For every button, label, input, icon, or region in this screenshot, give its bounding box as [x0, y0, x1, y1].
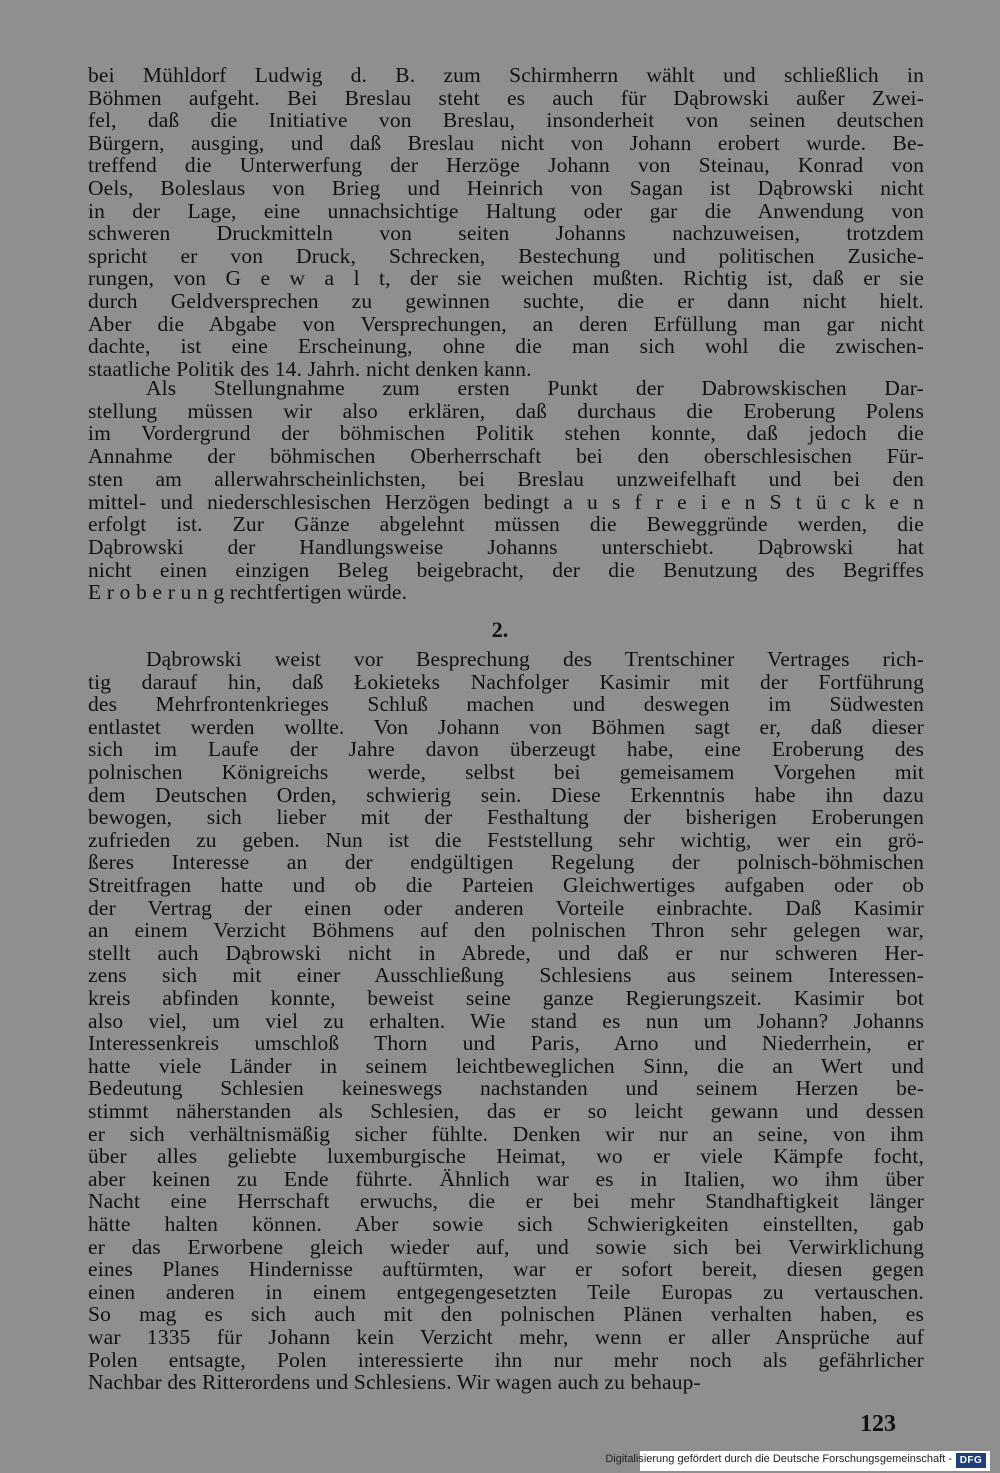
text-line: durch Geldversprechen zu gewinnen suchte, die er dann nicht hielt.: [88, 289, 924, 313]
page-number: 123: [860, 1411, 896, 1437]
text-line: war 1335 für Johann kein Verzicht mehr, wenn er aller Ansprüche auf: [88, 1325, 924, 1349]
text-line: ßeres Interesse an der endgültigen Regelung der polnisch-böhmischen: [88, 850, 924, 875]
text-line: hatte viele Länder in seinem leichtbeweglichen Sinn, die an Wert und: [88, 1053, 924, 1078]
text-line: Interessenkreis umschloß Thorn und Paris, Arno und Niederrhein, er: [88, 1031, 924, 1056]
text-line: aber keinen zu Ende führte. Ähnlich war es in Italien, wo ihm über: [88, 1166, 924, 1191]
text-line: nicht einen einzigen Beleg beigebracht, der die Benutzung des Begriffes: [88, 557, 924, 582]
text-line: Als Stellungnahme zum ersten Punkt der Dabrowskischen Dar-: [146, 376, 924, 400]
text-line: Annahme der böhmischen Oberherrschaft bei den oberschlesischen Für-: [88, 444, 924, 469]
text-line: polnischen Königreichs werde, selbst bei gemeisamem Vorgehen mit: [88, 760, 924, 784]
text-line: er das Erworbene gleich wieder auf, und sowie sich bei Verwirklichung: [88, 1234, 924, 1259]
text-line: dachte, ist eine Erscheinung, ohne die man sich wohl die zwischen-: [88, 334, 924, 359]
text-line: also viel, um viel zu erhalten. Wie stand es nun um Johann? Johanns: [88, 1008, 924, 1033]
text-line: Polen entsagte, Polen interessierte ihn nur mehr noch als gefährlicher: [88, 1347, 924, 1372]
text-line: rungen, von G e w a l t, der sie weichen mußten. Richtig ist, daß er sie: [88, 266, 924, 291]
text-line: eines Planes Hindernisse auftürmten, war er sofort bereit, diesen gegen: [88, 1257, 924, 1282]
text-line: an einem Verzicht Böhmens auf den polnischen Thron sehr gelegen war,: [88, 918, 924, 943]
digitization-footer: [605, 1451, 990, 1471]
text-line: stellung müssen wir also erklären, daß durchaus die Eroberung Polens: [88, 398, 924, 423]
text-line: treffend die Unterwerfung der Herzöge Johann von Steinau, Konrad von: [88, 153, 924, 178]
text-line: stimmt näherstanden als Schlesien, das er so leicht gewann und dessen: [88, 1099, 924, 1123]
text-line: Dąbrowski weist vor Besprechung des Trentschiner Vertrages rich-: [146, 647, 924, 671]
text-line: mittel- und niederschlesischen Herzögen bedingt a u s f r e i e n S t ü c k e n: [88, 489, 924, 514]
text-line: Nachbar des Ritterordens und Schlesiens. Wir wagen auch zu behaup-: [88, 1370, 701, 1395]
text-line: einen anderen in einem entgegengesetzten Teile Europas zu vertauschen.: [88, 1279, 924, 1304]
text-line: hätte halten können. Aber sowie sich Schwierigkeiten einstellten, gab: [88, 1212, 924, 1236]
text-line: in der Lage, eine unnachsichtige Haltung oder gar die Anwendung von: [88, 198, 924, 223]
text-line: bei Mühldorf Ludwig d. B. zum Schirmherrn wählt und schließlich in: [88, 63, 924, 87]
text-line: staatliche Politik des 14. Jahrh. nicht denken kann.: [88, 356, 532, 381]
text-line: Nacht eine Herrschaft erwuchs, die er bei mehr Standhaftigkeit länger: [88, 1189, 924, 1214]
text-line: spricht er von Druck, Schrecken, Bestechung und politischen Zusiche-: [88, 243, 924, 268]
text-line: der Vertrag der einen oder anderen Vorteile einbrachte. Daß Kasimir: [88, 895, 924, 920]
text-line: So mag es sich auch mit den polnischen Plänen verhalten haben, es: [88, 1302, 924, 1327]
text-line: tig darauf hin, daß Łokieteks Nachfolger Kasimir mit der Fortführung: [88, 669, 924, 694]
text-line: dem Deutschen Orden, schwierig sein. Diese Erkenntnis habe ihn dazu: [88, 782, 924, 807]
text-line: bewogen, sich lieber mit der Festhaltung der bisherigen Eroberungen: [88, 805, 924, 830]
section-number: 2.: [491, 617, 509, 642]
text-line: stellt auch Dąbrowski nicht in Abrede, und daß er nur schweren Her-: [88, 940, 924, 965]
text-line: fel, daß die Initiative von Breslau, insonderheit von seinen deutschen: [88, 108, 924, 133]
text-line: er sich verhältnismäßig sicher fühlte. Denken wir nur an seine, von ihm: [88, 1121, 924, 1146]
text-line: im Vordergrund der böhmischen Politik stehen konnte, daß jedoch die: [88, 421, 924, 446]
text-line: Bürgern, ausging, und daß Breslau nicht von Johann erobert wurde. Be-: [88, 130, 924, 155]
text-line: sich im Laufe der Jahre davon überzeugt habe, eine Eroberung des: [88, 737, 924, 762]
text-line: kreis abfinden konnte, beweist seine ganze Regierungszeit. Kasimir bot: [88, 986, 924, 1010]
text-line: E r o b e r u n g rechtfertigen würde.: [88, 580, 408, 605]
text-line: Aber die Abgabe von Versprechungen, an deren Erfüllung man gar nicht: [88, 311, 924, 336]
text-line: erfolgt ist. Zur Gänze abgelehnt müssen die Beweggründe werden, die: [88, 512, 924, 537]
dfg-logo-icon: DFG: [956, 1453, 986, 1468]
text-line: des Mehrfrontenkrieges Schluß machen und deswegen im Südwesten: [88, 692, 924, 717]
text-line: schweren Druckmitteln von seiten Johanns nachzuweisen, trotzdem: [88, 221, 924, 246]
text-line: sten am allerwahrscheinlichsten, bei Breslau unzweifelhaft und bei den: [88, 466, 924, 491]
text-line: über alles geliebte luxemburgische Heimat, wo er viele Kämpfe focht,: [88, 1144, 924, 1169]
text-line: Oels, Boleslaus von Brieg und Heinrich von Sagan ist Dąbrowski nicht: [88, 176, 924, 200]
text-line: Streitfragen hatte und ob die Parteien Gleichwertiges aufgaben oder ob: [88, 873, 924, 897]
footer-credit: Digitalisierung gefördert durch die Deutsche Forschungsgemeinschaft -: [605, 1453, 952, 1465]
text-line: zens sich mit einer Ausschließung Schlesiens aus seinem Interessen-: [88, 963, 924, 988]
text-line: Böhmen aufgeht. Bei Breslau steht es auch für Dąbrowski außer Zwei-: [88, 85, 924, 110]
text-line: zufrieden zu geben. Nun ist die Feststellung sehr wichtig, wer ein grö-: [88, 827, 924, 852]
text-line: Dąbrowski der Handlungsweise Johanns unterschiebt. Dąbrowski hat: [88, 534, 924, 559]
text-line: Bedeutung Schlesien keineswegs nachstanden und seinem Herzen be-: [88, 1076, 924, 1101]
text-line: entlastet werden wollte. Von Johann von Böhmen sagt er, daß dieser: [88, 714, 924, 739]
